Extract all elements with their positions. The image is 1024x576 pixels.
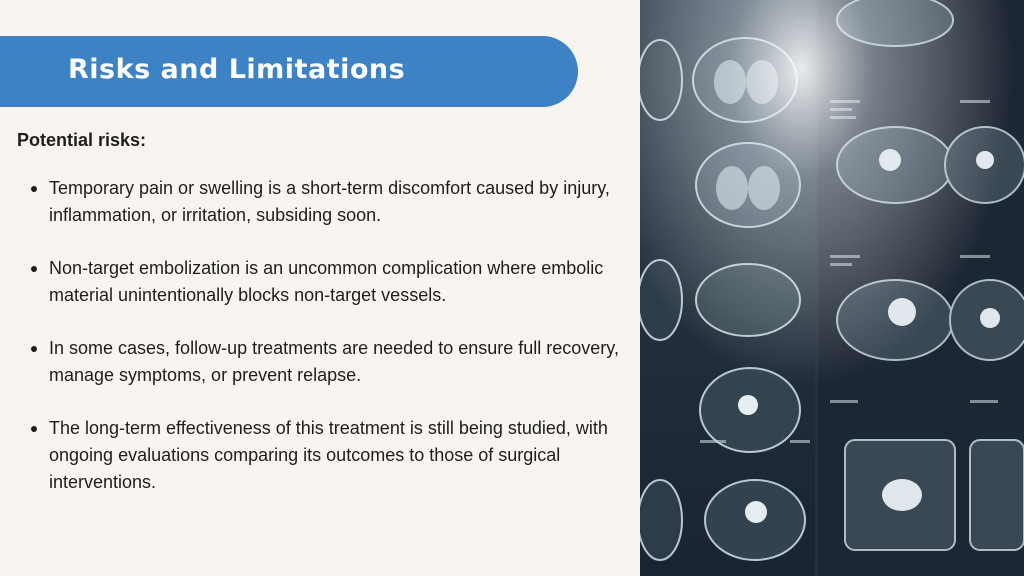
risk-list — [17, 175, 622, 496]
bullet-icon — [31, 186, 37, 192]
bullet-icon — [31, 426, 37, 432]
ct-scan-image — [640, 0, 1024, 576]
list-item — [17, 415, 622, 496]
list-item — [17, 175, 622, 229]
slide-title: Risks and Limitations — [68, 54, 406, 85]
list-item-text: Temporary pain or swelling is a short-term discomfort caused by injury, inflammation, or irritation, subsiding soon. — [49, 178, 610, 225]
list-item-text: The long-term effectiveness of this treatment is still being studied, with ongoing evaluations comparing its outcomes to those of surgical interventions. — [49, 418, 608, 492]
bullet-icon — [31, 346, 37, 352]
title-banner — [0, 36, 578, 107]
list-item-text: In some cases, follow-up treatments are needed to ensure full recovery, manage symptoms, or prevent relapse. — [49, 338, 619, 385]
section-heading: Potential risks: — [17, 130, 147, 150]
list-item — [17, 335, 622, 389]
list-item — [17, 255, 622, 309]
content-area — [17, 130, 622, 522]
bullet-icon — [31, 266, 37, 272]
list-item-text: Non-target embolization is an uncommon complication where embolic material unintentionally blocks non-target vessels. — [49, 258, 604, 305]
